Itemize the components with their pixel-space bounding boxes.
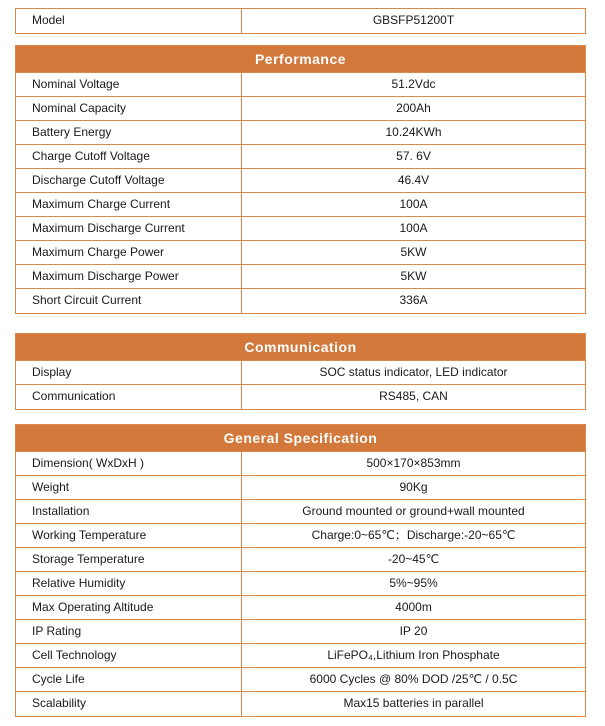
table-row bbox=[16, 620, 585, 644]
table-row bbox=[16, 596, 585, 620]
row-label: Maximum Discharge Power bbox=[16, 265, 242, 288]
row-value: 100A bbox=[399, 197, 428, 211]
table-row bbox=[16, 361, 585, 385]
table-row bbox=[16, 217, 585, 241]
row-value: LiFePO₄,Lithium Iron Phosphate bbox=[327, 648, 500, 662]
row-value: -20~45℃ bbox=[387, 552, 440, 566]
row-value: 90Kg bbox=[399, 480, 428, 494]
row-label: Dimension( WxDxH ) bbox=[16, 452, 242, 475]
row-value: RS485, CAN bbox=[379, 389, 448, 403]
performance-header: Performance bbox=[16, 46, 585, 73]
row-value: 46.4V bbox=[397, 173, 430, 187]
row-value: Charge:0~65℃；Discharge:-20~65℃ bbox=[311, 528, 516, 542]
table-row bbox=[16, 73, 585, 97]
row-label: Charge Cutoff Voltage bbox=[16, 145, 242, 168]
row-value: 5KW bbox=[400, 269, 427, 283]
row-value: 336A bbox=[399, 293, 428, 307]
table-row bbox=[16, 644, 585, 668]
row-label: Installation bbox=[16, 500, 242, 523]
row-value: 6000 Cycles @ 80% DOD /25℃ / 0.5C bbox=[309, 672, 518, 686]
row-label: Short Circuit Current bbox=[16, 289, 242, 313]
communication-header: Communication bbox=[16, 334, 585, 361]
table-row bbox=[16, 385, 585, 409]
row-value: IP 20 bbox=[399, 624, 428, 638]
table-row bbox=[16, 169, 585, 193]
general-specification-table bbox=[15, 424, 586, 717]
row-label: Discharge Cutoff Voltage bbox=[16, 169, 242, 192]
table-row bbox=[16, 265, 585, 289]
row-label: Max Operating Altitude bbox=[16, 596, 242, 619]
row-label: Scalability bbox=[16, 692, 242, 716]
table-row bbox=[16, 193, 585, 217]
communication-table bbox=[15, 333, 586, 410]
table-row bbox=[16, 476, 585, 500]
row-label: Maximum Charge Current bbox=[16, 193, 242, 216]
table-row bbox=[16, 692, 585, 716]
row-label: Weight bbox=[16, 476, 242, 499]
table-row bbox=[16, 500, 585, 524]
row-value: Ground mounted or ground+wall mounted bbox=[302, 504, 525, 518]
row-label: Model bbox=[16, 9, 242, 33]
table-row bbox=[16, 548, 585, 572]
table-row bbox=[16, 97, 585, 121]
row-value: 5%~95% bbox=[389, 576, 438, 590]
row-label: Cell Technology bbox=[16, 644, 242, 667]
model-table bbox=[15, 8, 586, 34]
row-label: Cycle Life bbox=[16, 668, 242, 691]
row-label: IP Rating bbox=[16, 620, 242, 643]
row-label: Working Temperature bbox=[16, 524, 242, 547]
row-label: Storage Temperature bbox=[16, 548, 242, 571]
performance-table bbox=[15, 45, 586, 314]
row-value: 57. 6V bbox=[396, 149, 431, 163]
table-row bbox=[16, 572, 585, 596]
general-specification-header: General Specification bbox=[16, 425, 585, 452]
table-row bbox=[16, 121, 585, 145]
table-row bbox=[16, 668, 585, 692]
row-value: 100A bbox=[399, 221, 428, 235]
row-label: Battery Energy bbox=[16, 121, 242, 144]
row-value: 5KW bbox=[400, 245, 427, 259]
table-row bbox=[16, 241, 585, 265]
table-row bbox=[16, 524, 585, 548]
row-value: Max15 batteries in parallel bbox=[343, 696, 484, 710]
table-row bbox=[16, 289, 585, 313]
row-value: SOC status indicator, LED indicator bbox=[319, 365, 508, 379]
row-value: 10.24KWh bbox=[385, 125, 442, 139]
row-label: Nominal Capacity bbox=[16, 97, 242, 120]
row-label: Display bbox=[16, 361, 242, 384]
table-row bbox=[16, 145, 585, 169]
row-value: 200Ah bbox=[396, 101, 431, 115]
row-value: 4000m bbox=[395, 600, 432, 614]
row-label: Maximum Charge Power bbox=[16, 241, 242, 264]
table-row bbox=[16, 452, 585, 476]
row-label: Nominal Voltage bbox=[16, 73, 242, 96]
row-value: 51.2Vdc bbox=[391, 77, 436, 91]
row-value: GBSFP51200T bbox=[372, 13, 455, 27]
table-row bbox=[16, 9, 585, 33]
row-value: 500×170×853mm bbox=[366, 456, 461, 470]
row-label: Communication bbox=[16, 385, 242, 409]
row-label: Maximum Discharge Current bbox=[16, 217, 242, 240]
row-label: Relative Humidity bbox=[16, 572, 242, 595]
